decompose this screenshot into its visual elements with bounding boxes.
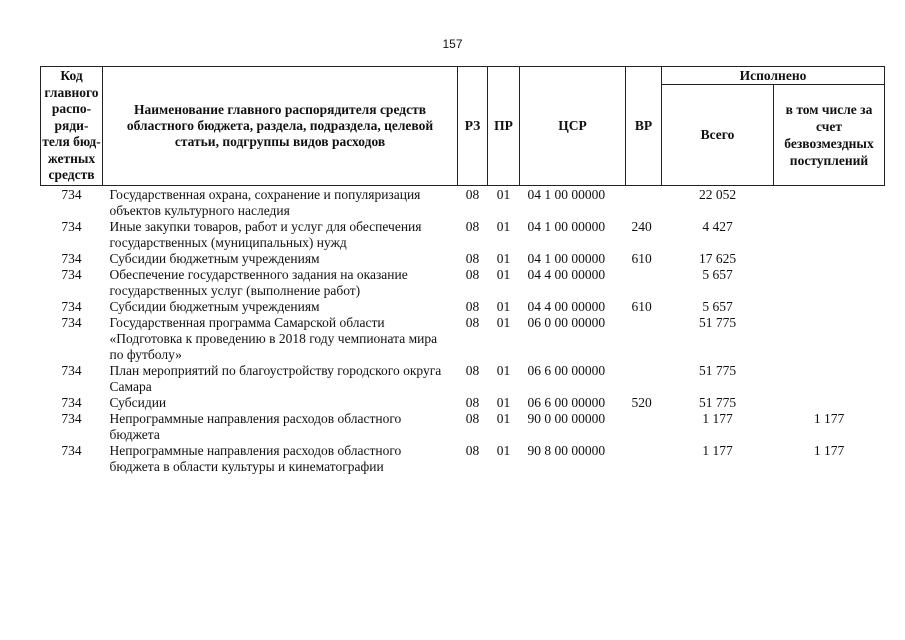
table-row bbox=[41, 299, 885, 315]
table-row bbox=[41, 185, 885, 219]
cell-pr: 01 bbox=[496, 394, 511, 410]
cell-rz: 08 bbox=[465, 266, 480, 282]
header-executed: Исполнено bbox=[662, 67, 885, 85]
table-row bbox=[41, 219, 885, 251]
cell-pr: 01 bbox=[496, 250, 511, 266]
cell-csr: 90 8 00 00000 bbox=[527, 442, 606, 458]
table-body bbox=[41, 185, 885, 475]
cell-vr: 610 bbox=[631, 250, 652, 266]
cell-total: 5 657 bbox=[702, 298, 733, 314]
cell-csr: 06 0 00 00000 bbox=[527, 314, 606, 330]
cell-vr bbox=[626, 411, 662, 443]
cell-vr bbox=[626, 363, 662, 395]
header-rz: РЗ bbox=[458, 67, 488, 186]
cell-pr: 01 bbox=[496, 314, 511, 330]
cell-code: 734 bbox=[61, 298, 82, 314]
table-row bbox=[41, 251, 885, 267]
cell-pr: 01 bbox=[496, 410, 511, 426]
table-row bbox=[41, 411, 885, 443]
cell-csr: 06 6 00 00000 bbox=[527, 362, 606, 378]
cell-rz: 08 bbox=[465, 218, 480, 234]
cell-csr: 04 1 00 00000 bbox=[527, 250, 606, 266]
cell-csr: 90 0 00 00000 bbox=[527, 410, 606, 426]
cell-pr: 01 bbox=[496, 442, 511, 458]
cell-free bbox=[774, 185, 885, 219]
cell-total: 5 657 bbox=[702, 266, 733, 282]
cell-vr bbox=[626, 185, 662, 219]
cell-pr: 01 bbox=[496, 362, 511, 378]
cell-rz: 08 bbox=[465, 410, 480, 426]
header-free: в том числе за счет безвозмездных поступлений bbox=[774, 85, 885, 186]
cell-vr: 520 bbox=[631, 394, 652, 410]
cell-pr: 01 bbox=[496, 298, 511, 314]
cell-rz: 08 bbox=[465, 442, 480, 458]
cell-code: 734 bbox=[61, 186, 82, 202]
cell-total: 22 052 bbox=[698, 186, 737, 202]
cell-name: Иные закупки товаров, работ и услуг для обеспечения государственных (муниципальных) нужд bbox=[109, 218, 422, 250]
cell-csr: 04 1 00 00000 bbox=[527, 218, 606, 234]
cell-free bbox=[774, 267, 885, 299]
header-vr: ВР bbox=[626, 67, 662, 186]
cell-vr bbox=[626, 267, 662, 299]
cell-code: 734 bbox=[61, 410, 82, 426]
cell-total: 17 625 bbox=[698, 250, 737, 266]
table-header bbox=[41, 67, 885, 186]
cell-total: 1 177 bbox=[702, 410, 733, 426]
cell-rz: 08 bbox=[465, 394, 480, 410]
cell-free bbox=[774, 251, 885, 267]
header-pr: ПР bbox=[488, 67, 520, 186]
cell-total: 1 177 bbox=[702, 442, 733, 458]
cell-free bbox=[774, 395, 885, 411]
cell-name: Субсидии бюджетным учреждениям bbox=[109, 250, 320, 266]
cell-rz: 08 bbox=[465, 314, 480, 330]
cell-rz: 08 bbox=[465, 186, 480, 202]
cell-free bbox=[774, 299, 885, 315]
cell-rz: 08 bbox=[465, 362, 480, 378]
table-row bbox=[41, 267, 885, 299]
budget-table bbox=[40, 66, 885, 475]
cell-pr: 01 bbox=[496, 218, 511, 234]
header-total: Всего bbox=[662, 85, 774, 186]
cell-code: 734 bbox=[61, 362, 82, 378]
cell-name: Субсидии bbox=[109, 394, 167, 410]
cell-name: Субсидии бюджетным учреждениям bbox=[109, 298, 320, 314]
header-code: Код главного распо-ряди-теля бюд-жетных средств bbox=[41, 67, 103, 186]
cell-free bbox=[774, 315, 885, 363]
cell-free bbox=[774, 363, 885, 395]
cell-name: План мероприятий по благоустройству городского округа Самара bbox=[109, 362, 442, 394]
cell-total: 51 775 bbox=[698, 362, 737, 378]
cell-csr: 04 4 00 00000 bbox=[527, 266, 606, 282]
cell-name: Государственная программа Самарской области «Подготовка к проведению в 2018 году чемпионата мира по футболу» bbox=[109, 314, 438, 362]
cell-csr: 06 6 00 00000 bbox=[527, 394, 606, 410]
table-row bbox=[41, 315, 885, 363]
cell-code: 734 bbox=[61, 314, 82, 330]
cell-name: Непрограммные направления расходов областного бюджета bbox=[109, 410, 402, 442]
cell-total: 4 427 bbox=[702, 218, 733, 234]
cell-code: 734 bbox=[61, 218, 82, 234]
cell-name: Государственная охрана, сохранение и популяризация объектов культурного наследия bbox=[109, 186, 421, 218]
cell-vr: 240 bbox=[631, 218, 652, 234]
table-row bbox=[41, 363, 885, 395]
cell-vr bbox=[626, 315, 662, 363]
cell-rz: 08 bbox=[465, 298, 480, 314]
cell-free: 1 177 bbox=[813, 442, 845, 458]
cell-vr bbox=[626, 443, 662, 475]
header-name: Наименование главного распорядителя средств областного бюджета, раздела, подраздела, целевой статьи, подгруппы видов расходов bbox=[103, 67, 458, 186]
cell-code: 734 bbox=[61, 266, 82, 282]
table-row bbox=[41, 395, 885, 411]
header-csr: ЦСР bbox=[520, 67, 626, 186]
cell-total: 51 775 bbox=[698, 314, 737, 330]
cell-code: 734 bbox=[61, 394, 82, 410]
cell-name: Непрограммные направления расходов областного бюджета в области культуры и кинематографии bbox=[109, 442, 402, 474]
cell-csr: 04 4 00 00000 bbox=[527, 298, 606, 314]
page-number: 157 bbox=[442, 37, 463, 51]
cell-pr: 01 bbox=[496, 186, 511, 202]
cell-vr: 610 bbox=[631, 298, 652, 314]
table-row bbox=[41, 443, 885, 475]
cell-code: 734 bbox=[61, 442, 82, 458]
cell-csr: 04 1 00 00000 bbox=[527, 186, 606, 202]
cell-code: 734 bbox=[61, 250, 82, 266]
cell-rz: 08 bbox=[465, 250, 480, 266]
cell-free bbox=[774, 219, 885, 251]
cell-free: 1 177 bbox=[813, 410, 845, 426]
cell-pr: 01 bbox=[496, 266, 511, 282]
cell-name: Обеспечение государственного задания на оказание государственных услуг (выполнение работ) bbox=[109, 266, 408, 298]
cell-total: 51 775 bbox=[698, 394, 737, 410]
